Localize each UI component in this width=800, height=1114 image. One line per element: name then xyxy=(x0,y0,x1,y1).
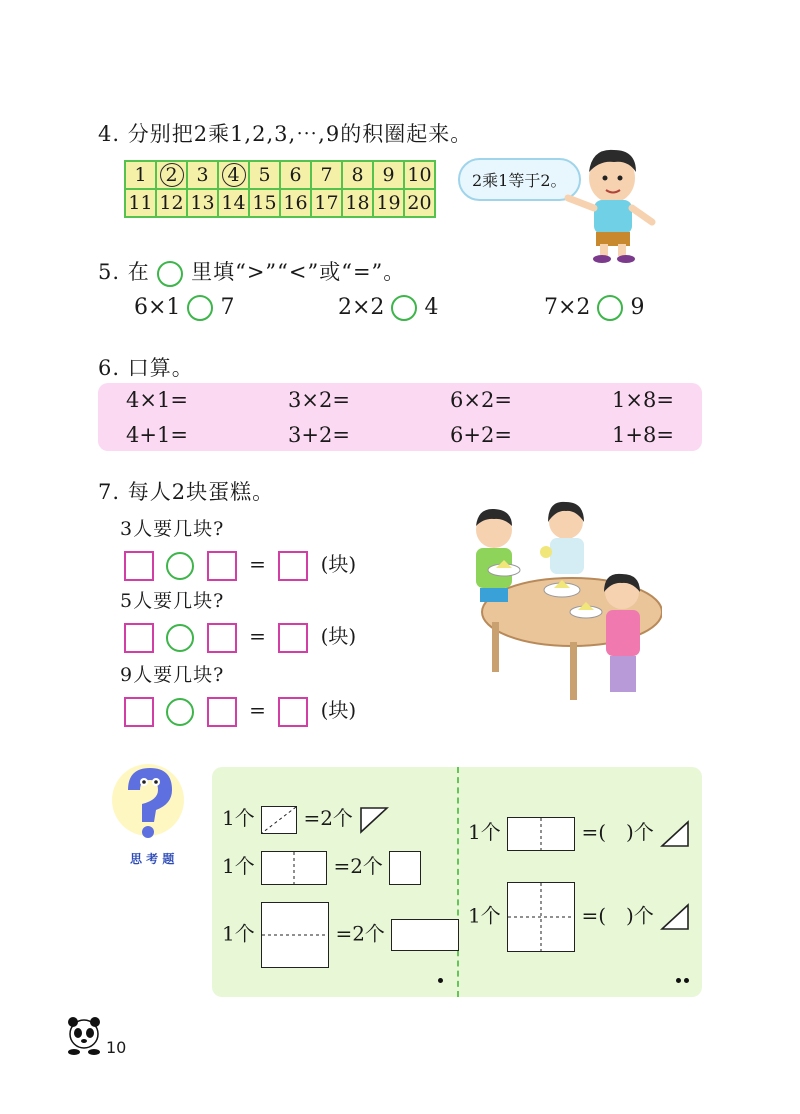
calc-item: 6×2= xyxy=(450,388,512,412)
compare-right: 9 xyxy=(630,295,645,320)
grid-cell: 16 xyxy=(280,189,311,217)
square-quarter-split-shape xyxy=(507,882,575,952)
q7-title: 7. 每人2块蛋糕。 xyxy=(98,480,275,504)
number-grid xyxy=(124,160,436,218)
answer-box[interactable] xyxy=(207,551,237,581)
one-label: 1个 xyxy=(468,903,501,928)
q4-title: 4. 分别把2乘1,2,3,⋯,9的积圈起来。 xyxy=(98,122,473,146)
square-shape xyxy=(389,851,421,885)
compare-right: 4 xyxy=(424,295,439,320)
equation-row xyxy=(124,694,362,727)
rectangle-horizontal-split-shape xyxy=(261,902,329,968)
unit-label: (块) xyxy=(320,552,357,576)
compare-left: 6×1 xyxy=(134,295,181,320)
compare-right: 7 xyxy=(220,295,235,320)
answer-box[interactable] xyxy=(124,551,154,581)
number-grid-row-1 xyxy=(125,161,435,189)
grid-cell: 19 xyxy=(373,189,404,217)
grid-cell: 7 xyxy=(311,161,342,189)
compare-answer-circle[interactable] xyxy=(187,295,213,321)
calc-item: 4×1= xyxy=(126,388,188,412)
compare-item xyxy=(338,295,438,321)
equals-two-label: =2个 xyxy=(303,806,353,830)
q5-title xyxy=(98,256,405,287)
grid-cell: 3 xyxy=(187,161,218,189)
triangle-shape xyxy=(660,903,690,931)
star-dot-icon xyxy=(438,978,443,983)
answer-box[interactable] xyxy=(278,697,308,727)
one-label: 1个 xyxy=(222,806,255,830)
equation-row xyxy=(124,620,362,653)
boy-illustration xyxy=(562,138,662,264)
grid-cell: 6 xyxy=(280,161,311,189)
grid-cell: 10 xyxy=(404,161,435,189)
calc-item: 4+1= xyxy=(126,423,188,447)
think-label: 思 考 题 xyxy=(130,852,175,866)
triangle-shape xyxy=(660,820,690,848)
think-row xyxy=(222,802,389,834)
q7-question: 5人要几块? xyxy=(120,590,225,612)
compare-item xyxy=(544,295,644,321)
q7-question: 9人要几块? xyxy=(120,664,225,686)
panda-icon xyxy=(66,1016,102,1056)
one-label: 1个 xyxy=(222,854,255,878)
answer-box[interactable] xyxy=(207,697,237,727)
compare-answer-circle[interactable] xyxy=(597,295,623,321)
compare-answer-circle[interactable] xyxy=(391,295,417,321)
circle-mark: 4 xyxy=(222,163,246,187)
star-dot-icon xyxy=(676,978,681,983)
grid-cell: 14 xyxy=(218,189,249,217)
q5-title-prefix: 5. 在 xyxy=(98,260,150,284)
question-mark-mascot-icon xyxy=(110,760,186,844)
think-row xyxy=(468,882,690,952)
equals-two-label: =2个 xyxy=(335,921,385,946)
q7-question: 3人要几块? xyxy=(120,518,225,540)
q6-title: 6. 口算。 xyxy=(98,356,194,380)
calc-item: 1+8= xyxy=(612,423,674,447)
compare-left: 7×2 xyxy=(544,295,591,320)
grid-cell: 5 xyxy=(249,161,280,189)
operator-circle[interactable] xyxy=(166,624,194,652)
circle-mark: 2 xyxy=(160,163,184,187)
equals-blank-label[interactable]: =( )个 xyxy=(581,903,654,928)
calc-item: 3×2= xyxy=(288,388,350,412)
page-number: 10 xyxy=(106,1038,127,1057)
unit-label: (块) xyxy=(320,624,357,648)
one-label: 1个 xyxy=(222,921,255,946)
operator-circle[interactable] xyxy=(166,698,194,726)
answer-box[interactable] xyxy=(124,697,154,727)
children-cake-illustration xyxy=(462,492,662,714)
wide-rectangle-shape xyxy=(391,919,459,951)
q5-title-suffix: 里填“>”“<”或“=”。 xyxy=(191,260,406,284)
unit-label: (块) xyxy=(320,698,357,722)
star-dot-icon xyxy=(684,978,689,983)
compare-left: 2×2 xyxy=(338,295,385,320)
grid-cell: 20 xyxy=(404,189,435,217)
answer-box[interactable] xyxy=(124,623,154,653)
one-label: 1个 xyxy=(468,820,501,844)
grid-cell: 15 xyxy=(249,189,280,217)
equals-sign: = xyxy=(249,552,266,576)
equals-sign: = xyxy=(249,698,266,722)
grid-cell: 8 xyxy=(342,161,373,189)
think-row xyxy=(222,902,459,968)
grid-cell: 18 xyxy=(342,189,373,217)
square-diagonal-shape xyxy=(261,806,297,834)
grid-cell: 17 xyxy=(311,189,342,217)
calc-item: 6+2= xyxy=(450,423,512,447)
speech-bubble: 2乘1等于2。 xyxy=(458,158,581,201)
grid-cell: 1 xyxy=(125,161,156,189)
grid-cell: 12 xyxy=(156,189,187,217)
triangle-shape xyxy=(359,806,389,834)
grid-cell: 13 xyxy=(187,189,218,217)
number-grid-row-2 xyxy=(125,189,435,217)
equals-blank-label[interactable]: =( )个 xyxy=(581,820,654,844)
calc-item: 3+2= xyxy=(288,423,350,447)
rectangle-vertical-split-shape xyxy=(261,851,327,885)
compare-item xyxy=(134,295,234,321)
circle-symbol xyxy=(157,261,183,287)
answer-box[interactable] xyxy=(278,623,308,653)
equals-two-label: =2个 xyxy=(333,854,383,878)
answer-box[interactable] xyxy=(278,551,308,581)
grid-cell: 11 xyxy=(125,189,156,217)
think-row xyxy=(468,816,690,851)
grid-cell-circled xyxy=(156,161,187,189)
operator-circle[interactable] xyxy=(166,552,194,580)
rectangle-vertical-split-shape xyxy=(507,817,575,851)
answer-box[interactable] xyxy=(207,623,237,653)
equals-sign: = xyxy=(249,624,266,648)
equation-row xyxy=(124,548,362,581)
grid-cell: 9 xyxy=(373,161,404,189)
think-row xyxy=(222,850,421,885)
grid-cell-circled xyxy=(218,161,249,189)
calc-item: 1×8= xyxy=(612,388,674,412)
